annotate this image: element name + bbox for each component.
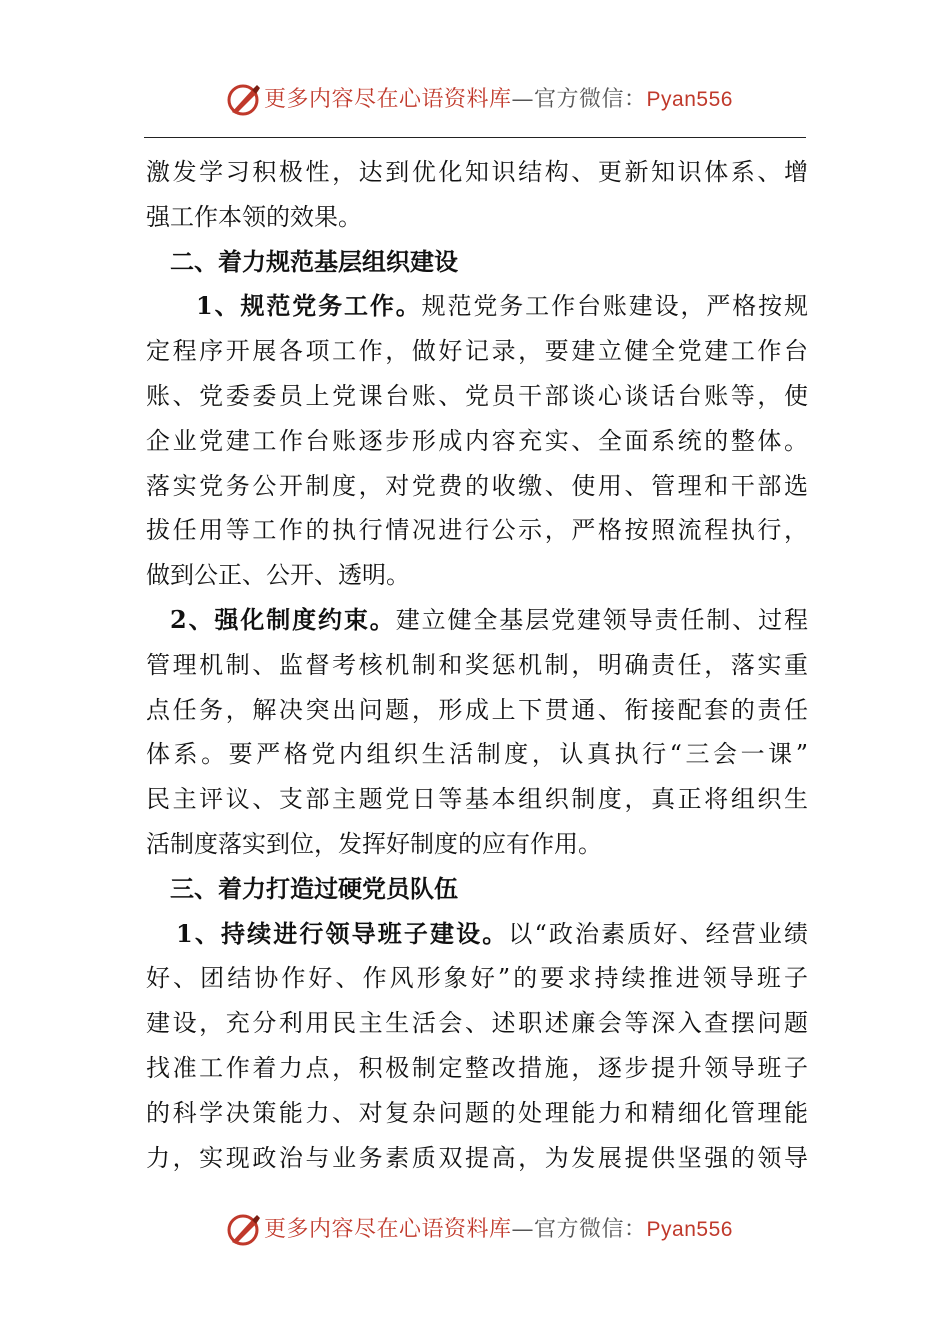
text-line: 账、党委委员上党课台账、党员干部谈心谈话台账等，使 [146, 381, 808, 410]
text-line: 体系。要严格党内组织生活制度，认真执行“三会一课” [146, 740, 808, 769]
text-line: 管理机制、监督考核机制和奖惩机制，明确责任，落实重 [146, 650, 808, 679]
item-title: 1、持续进行领导班子建设。 [176, 918, 509, 948]
paragraph-3-first-line [146, 912, 808, 957]
text-line: 做到公正、公开、透明。 [146, 561, 410, 590]
text-line: 建设，充分利用民主生活会、述职述廉会等深入查摆问题 [146, 1009, 808, 1038]
item-title: 2、强化制度约束。 [170, 604, 396, 634]
footer-banner [0, 1208, 950, 1252]
text-line: 活制度落实到位，发挥好制度的应有作用。 [146, 829, 602, 858]
text-line: 企业党建工作台账逐步形成内容充实、全面系统的整体。 [146, 426, 808, 455]
footer-text [264, 1217, 733, 1243]
footer-dash: — [511, 1217, 535, 1242]
pen-logo-icon [226, 1212, 262, 1248]
header-sub-text: 官方微信： [534, 87, 647, 112]
footer-wechat-id: Pyan556 [646, 1218, 733, 1241]
header-banner [0, 78, 950, 122]
header-main-text: 更多内容尽在心语资料库 [264, 87, 512, 112]
text-line: 落实党务公开制度，对党费的收缴、使用、管理和干部选 [146, 471, 808, 500]
section-heading-3: 三、着力打造过硬党员队伍 [170, 873, 458, 903]
header-text [264, 87, 733, 113]
text-line: 的科学决策能力、对复杂问题的处理能力和精细化管理能 [146, 1098, 808, 1127]
text-line: 点任务，解决突出问题，形成上下贯通、衔接配套的责任 [146, 695, 808, 724]
header-dash: — [511, 87, 535, 112]
pen-logo-icon [226, 82, 262, 118]
text-line: 好、团结协作好、作风形象好”的要求持续推进领导班子 [146, 964, 808, 993]
text-span: 规范党务工作台账建设，严格按规 [421, 292, 809, 321]
paragraph-2-first-line [146, 598, 808, 643]
text-line: 定程序开展各项工作，做好记录，要建立健全党建工作台 [146, 337, 808, 366]
document-body [146, 150, 808, 1180]
item-title: 1、规范党务工作。 [196, 291, 422, 321]
paragraph-1-first-line [146, 284, 808, 329]
footer-main-text: 更多内容尽在心语资料库 [264, 1217, 512, 1242]
text-line: 力，实现政治与业务素质双提高，为发展提供坚强的领导 [146, 1143, 808, 1172]
text-line: 拔任用等工作的执行情况进行公示，严格按照流程执行， [146, 516, 808, 545]
text-line: 民主评议、支部主题党日等基本组织制度，真正将组织生 [146, 785, 808, 814]
text-span: 以“政治素质好、经营业绩 [508, 919, 808, 948]
header-wechat-id: Pyan556 [646, 88, 733, 111]
text-span: 建立健全基层党建领导责任制、过程 [395, 605, 808, 634]
text-line: 强工作本领的效果。 [146, 202, 362, 231]
header-divider [144, 137, 806, 138]
text-line: 找准工作着力点，积极制定整改措施，逐步提升领导班子 [146, 1053, 808, 1082]
section-heading-2: 二、着力规范基层组织建设 [170, 246, 458, 276]
text-line: 激发学习积极性，达到优化知识结构、更新知识体系、增 [146, 158, 808, 186]
footer-sub-text: 官方微信： [534, 1217, 647, 1242]
